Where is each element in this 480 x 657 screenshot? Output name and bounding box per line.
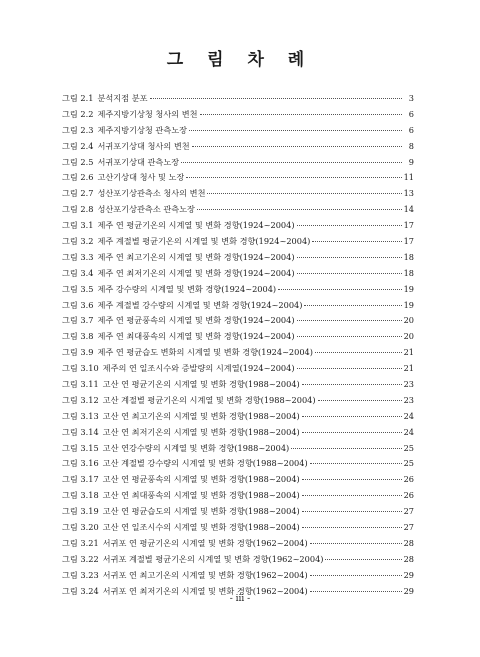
figure-page: 25 [403, 442, 414, 453]
dot-leader [310, 574, 402, 576]
dot-leader [297, 319, 402, 321]
dot-leader [197, 208, 402, 210]
figure-caption: 제주지방기상청 청사의 변천 [97, 108, 198, 119]
figure-number: 그림 2.4 [62, 140, 94, 151]
figure-page: 8 [408, 140, 414, 151]
figure-caption: 서귀포 연 최고기온의 시계열 및 변화 경향(1962~2004) [102, 569, 308, 580]
dot-leader [291, 447, 401, 449]
figure-page: 28 [403, 537, 414, 548]
list-item [62, 425, 414, 441]
figure-number: 그림 2.7 [62, 188, 94, 199]
dot-leader [297, 256, 402, 258]
figure-page: 9 [408, 156, 414, 167]
dot-leader [312, 240, 401, 242]
figure-page: 11 [403, 172, 414, 183]
figure-number: 그림 3.12 [62, 394, 99, 405]
dot-leader [297, 272, 402, 274]
figure-page: 19 [403, 283, 414, 294]
page-title: 그 림 차 례 [166, 50, 314, 70]
dot-leader [302, 510, 402, 512]
figure-number: 그림 3.2 [62, 236, 94, 247]
figure-caption: 제주의 연 일조시수와 증발량의 시계열(1924~2004) [102, 363, 295, 374]
list-item [62, 298, 414, 314]
dot-leader [297, 367, 402, 369]
figure-page: 23 [403, 394, 414, 405]
list-item [62, 536, 414, 552]
figure-caption: 고산 연 최고기온의 시계열 및 변화 경향(1988~2004) [102, 410, 300, 421]
figure-number: 그림 3.3 [62, 251, 94, 262]
list-item [62, 155, 414, 171]
figure-number: 그림 3.16 [62, 458, 99, 469]
dot-leader [325, 558, 401, 560]
list-item [62, 441, 414, 457]
dot-leader [297, 224, 402, 226]
figure-page: 6 [408, 124, 414, 135]
list-item [62, 313, 414, 329]
dot-leader [192, 145, 402, 147]
list-item [62, 520, 414, 536]
figure-caption: 고산 연 평균기온의 시계열 및 변화 경향(1988~2004) [102, 379, 300, 390]
dot-leader [302, 494, 402, 496]
figure-page: 23 [403, 379, 414, 390]
figure-page: 14 [403, 204, 414, 215]
figure-page: 27 [403, 506, 414, 517]
figure-number: 그림 3.8 [62, 331, 94, 342]
list-item [62, 139, 414, 155]
figure-number: 그림 2.3 [62, 124, 94, 135]
figure-page: 20 [403, 315, 414, 326]
figure-number: 그림 3.4 [62, 267, 94, 278]
dot-leader [302, 383, 402, 385]
figure-page: 28 [403, 553, 414, 564]
dot-leader [207, 192, 401, 194]
figure-number: 그림 3.11 [62, 379, 99, 390]
list-item [62, 202, 414, 218]
figure-number: 그림 3.19 [62, 506, 99, 517]
dot-leader [150, 97, 402, 99]
figure-page: 24 [403, 410, 414, 421]
figure-number: 그림 3.7 [62, 315, 94, 326]
figure-number: 그림 3.14 [62, 426, 99, 437]
figure-number: 그림 3.5 [62, 283, 94, 294]
figure-caption: 고산 연 일조시수의 시계열 및 변화 경향(1988~2004) [102, 522, 300, 533]
dot-leader [310, 590, 402, 592]
figure-page: 26 [403, 474, 414, 485]
list-item [62, 504, 414, 520]
list-item [62, 186, 414, 202]
figure-page: 20 [403, 331, 414, 342]
figure-number: 그림 3.24 [62, 585, 99, 596]
figure-number: 그림 3.22 [62, 553, 99, 564]
figure-caption: 성산포기상관측소 관측노장 [97, 204, 195, 215]
list-item [62, 456, 414, 472]
list-item [62, 329, 414, 345]
list-item [62, 250, 414, 266]
figure-caption: 서귀포 계절별 평균기온의 시계열 및 변화 경향(1962~2004) [102, 553, 324, 564]
figure-page: 29 [403, 585, 414, 596]
list-item [62, 568, 414, 584]
figure-caption: 서귀포 연 평균기온의 시계열 및 변화 경향(1962~2004) [102, 537, 308, 548]
list-item [62, 393, 414, 409]
figure-caption: 제주 연 최대풍속의 시계열 및 변화 경향(1924~2004) [97, 331, 295, 342]
figure-caption: 제주 계절별 평균기온의 시계열 및 변화 경향(1924~2004) [97, 236, 311, 247]
figure-number: 그림 3.23 [62, 569, 99, 580]
figure-page: 21 [403, 363, 414, 374]
figure-caption: 고산기상대 청사 및 노장 [97, 172, 185, 183]
figure-page: 3 [408, 93, 414, 103]
figure-number: 그림 3.6 [62, 299, 94, 310]
figure-page: 29 [403, 569, 414, 580]
dot-leader [200, 113, 402, 115]
dot-leader [189, 129, 402, 131]
dot-leader [186, 176, 401, 178]
figure-list [62, 91, 414, 600]
figure-number: 그림 3.20 [62, 522, 99, 533]
figure-number: 그림 3.21 [62, 537, 99, 548]
figure-caption: 고산 연강수량의 시계열 및 변화 경향(1988~2004) [102, 442, 290, 453]
dot-leader [302, 415, 402, 417]
list-item [62, 218, 414, 234]
dot-leader [297, 335, 402, 337]
figure-caption: 서귀포기상대 관측노장 [97, 156, 180, 167]
figure-number: 그림 3.13 [62, 410, 99, 421]
figure-caption: 성산포기상관측소 청사의 변천 [97, 188, 206, 199]
figure-number: 그림 3.9 [62, 347, 94, 358]
figure-page: 19 [403, 299, 414, 310]
figure-number: 그림 2.1 [62, 93, 94, 103]
list-item [62, 266, 414, 282]
dot-leader [310, 542, 402, 544]
figure-caption: 제주 연 최저기온의 시계열 및 변화 경향(1924~2004) [97, 267, 295, 278]
dot-leader [181, 161, 402, 163]
figure-page: 26 [403, 490, 414, 501]
list-item [62, 488, 414, 504]
list-item [62, 552, 414, 568]
figure-caption: 고산 연 최대풍속의 시계열 및 변화 경향(1988~2004) [102, 490, 300, 501]
list-item [62, 91, 414, 107]
list-item [62, 361, 414, 377]
figure-page: 24 [403, 426, 414, 437]
figure-caption: 서귀포 연 최저기온의 시계열 및 변화 경향(1962~2004) [102, 585, 308, 596]
figure-number: 그림 3.17 [62, 474, 99, 485]
list-item [62, 123, 414, 139]
figure-number: 그림 3.15 [62, 442, 99, 453]
figure-caption: 고산 계절별 강수량의 시계열 및 변화 경향(1988~2004) [102, 458, 308, 469]
figure-page: 21 [403, 347, 414, 358]
figure-page: 18 [403, 267, 414, 278]
dot-leader [302, 526, 402, 528]
figure-caption: 고산 계절별 평균기온의 시계열 및 변화 경향(1988~2004) [102, 394, 316, 405]
figure-caption: 제주 계절별 강수량의 시계열 및 변화 경향(1924~2004) [97, 299, 303, 310]
page-number: - iii - [229, 594, 251, 604]
list-item [62, 234, 414, 250]
figure-number: 그림 3.18 [62, 490, 99, 501]
list-item [62, 472, 414, 488]
figure-caption: 제주 연 평균풍속의 시계열 및 변화 경향(1924~2004) [97, 315, 295, 326]
figure-number: 그림 2.8 [62, 204, 94, 215]
figure-caption: 제주 연 평균습도 변화의 시계열 및 변화 경향(1924~2004) [97, 347, 313, 358]
figure-page: 25 [403, 458, 414, 469]
figure-page: 18 [403, 251, 414, 262]
list-item [62, 377, 414, 393]
figure-number: 그림 2.2 [62, 108, 94, 119]
figure-page: 6 [408, 108, 414, 119]
list-item [62, 170, 414, 186]
dot-leader [318, 399, 402, 401]
dot-leader [278, 288, 401, 290]
list-item [62, 409, 414, 425]
figure-page: 17 [403, 236, 414, 247]
figure-number: 그림 3.10 [62, 363, 99, 374]
figure-caption: 고산 연 최저기온의 시계열 및 변화 경향(1988~2004) [102, 426, 300, 437]
figure-caption: 고산 연 평균습도의 시계열 및 변화 경향(1988~2004) [102, 506, 300, 517]
list-item [62, 282, 414, 298]
figure-number: 그림 2.5 [62, 156, 94, 167]
figure-caption: 고산 연 평균풍속의 시계열 및 변화 경향(1988~2004) [102, 474, 300, 485]
figure-page: 27 [403, 522, 414, 533]
figure-caption: 분석지점 분포 [97, 93, 148, 103]
figure-number: 그림 3.1 [62, 220, 94, 231]
list-item [62, 107, 414, 123]
dot-leader [304, 304, 401, 306]
figure-caption: 제주 연 평균기온의 시계열 및 변화 경향(1924~2004) [97, 220, 295, 231]
dot-leader [315, 351, 402, 353]
figure-caption: 제주지방기상청 관측노장 [97, 124, 188, 135]
dot-leader [302, 478, 402, 480]
figure-caption: 제주 연 최고기온의 시계열 및 변화 경향(1924~2004) [97, 251, 295, 262]
figure-number: 그림 2.6 [62, 172, 94, 183]
figure-caption: 제주 강수량의 시계열 및 변화 경향(1924~2004) [97, 283, 277, 294]
dot-leader [302, 431, 402, 433]
dot-leader [310, 462, 402, 464]
figure-page: 17 [403, 220, 414, 231]
figure-page: 13 [403, 188, 414, 199]
list-item [62, 345, 414, 361]
figure-caption: 서귀포기상대 청사의 변천 [97, 140, 190, 151]
